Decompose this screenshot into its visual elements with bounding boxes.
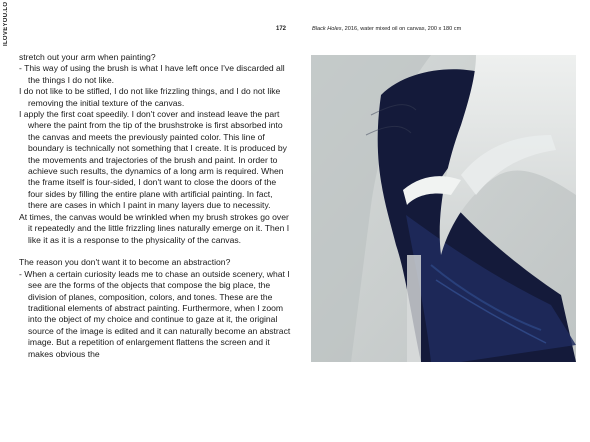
pale-vertical <box>407 255 421 362</box>
artwork-image <box>311 55 576 362</box>
paragraph-spacer <box>19 246 291 257</box>
spine-label: ILOVEYOU.LO <box>3 2 9 47</box>
paragraph: - When a certain curiosity leads me to chase an outside scenery, what I see are the forms of the objects that compose the big place, the division of planes, composition, colors, and tones. These are the traditional elements of abstract painting. Furthermore, when I zoom into the object of my choice and continue to gaze at it, the original source of the image is edited and it can naturally become an abstract image. But a repetition of enlargement flattens the screen and it makes obvious the <box>19 268 291 359</box>
question: The reason you don't want it to become an abstraction? <box>19 257 231 268</box>
paragraph: At times, the canvas would be wrinkled when my brush strokes go over it repeatedly and the little frizzling lines naturally emerge on it. Then I like it as it is a response to the physicality of the canvas. <box>19 211 290 245</box>
paragraph: I apply the first coat speedily. I don't cover and instead leave the part where the paint from the tip of the brushstroke is first absorbed into the canvas and meets the previously painted color. This line of boundary is technically not something that I create. It is produced by the movements and trajectories of the brush and paint. In order to achieve such results, the dynamics of a long arm is required. When the frame itself is four-sided, I don't want to close the doors of the four sides by filling the entire plane with artificial painting. In fact, there are cases in which I paint in many layers due to necessity. <box>19 109 287 211</box>
interview-text <box>19 52 291 360</box>
paragraph: I do not like to be stifled, I do not like frizzling things, and I do not like removing the initial texture of the canvas. <box>19 86 281 108</box>
paragraph: stretch out your arm when painting? <box>19 52 156 62</box>
artwork-details: , 2016, water mixed oil on canvas, 200 x 180 cm <box>341 26 462 32</box>
paragraph: - This way of using the brush is what I have left once I've discarded all the things I do not like. <box>19 63 285 85</box>
painting-svg <box>311 55 576 362</box>
page-number: 172 <box>276 26 287 32</box>
artwork-caption <box>312 26 461 32</box>
artwork-title: Black Holes <box>312 26 342 32</box>
